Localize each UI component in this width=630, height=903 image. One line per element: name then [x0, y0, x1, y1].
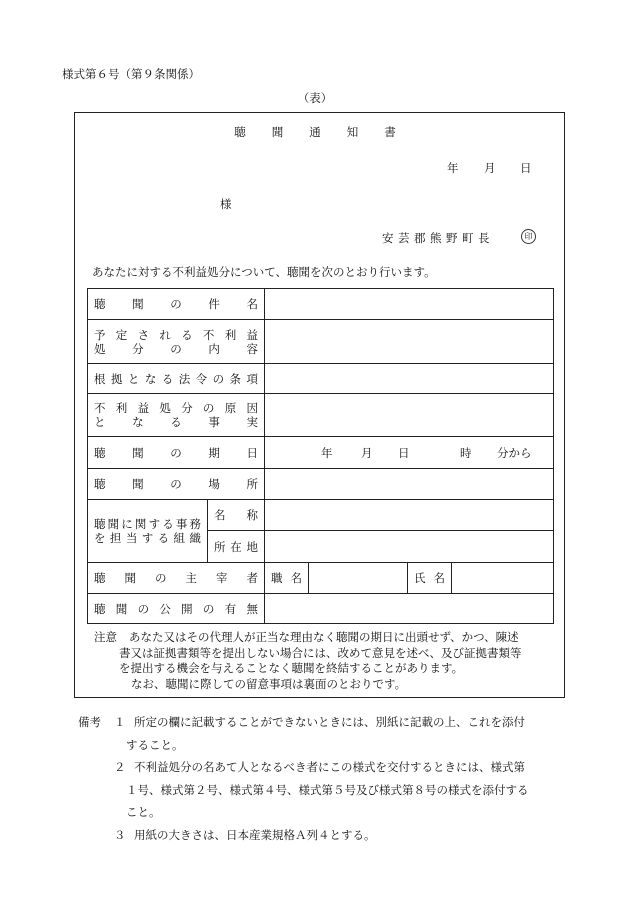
remark-number-3: ３	[114, 827, 126, 842]
notice-label: 注意	[94, 630, 117, 644]
label-org-line1: 聴 聞 に 関 す る 事 務	[94, 517, 201, 531]
row-planned-action	[88, 320, 554, 364]
remark-number-1: １	[114, 715, 126, 729]
intro-text: あなたに対する不利益処分について、聴聞を次のとおり行います。	[92, 265, 436, 279]
remark-3-line-1: 用紙の大きさは、日本産業規格Ａ列４とする。	[134, 827, 376, 842]
hearing-date-minute: 分から	[497, 445, 532, 460]
row-hearing-date	[88, 437, 554, 469]
issuer-name: 安芸郡熊野町長	[382, 231, 494, 245]
value-org-name	[265, 500, 554, 531]
remark-1-line-1: 所定の欄に記載することができないときには、別紙に記載の上、これを添付	[134, 715, 525, 729]
remark-2-line-3: こと。	[126, 805, 161, 819]
side-label: （表）	[297, 91, 333, 105]
label-hearing-place: 聴 聞 の 場 所	[94, 477, 258, 491]
label-planned-action-line1: 予 定 さ れ る 不 利 益	[94, 327, 258, 342]
notice-line-1: あなた又はその代理人が正当な理由なく聴聞の期日に出頭せず、かつ、陳述	[129, 630, 519, 644]
label-org-name: 名 称	[214, 508, 258, 522]
notice-line-2: 書又は証拠書類等を提出しない場合には、改めて意見を述べ、及び証拠書類等	[119, 645, 522, 660]
remarks-block	[78, 711, 578, 846]
date-month: 月	[484, 161, 496, 175]
value-public	[265, 594, 554, 624]
value-hearing-date	[265, 437, 554, 469]
label-post: 職 名	[271, 571, 302, 585]
value-hearing-place	[265, 469, 554, 500]
notice-line-4: なお、聴聞に際しての留意事項は裏面のとおりです。	[131, 676, 407, 691]
remark-1-line-2: すること。	[126, 737, 184, 752]
date-year: 年	[447, 161, 459, 175]
row-public	[88, 594, 554, 624]
value-person-name	[452, 563, 554, 594]
label-presider: 聴 聞 の 主 宰 者	[94, 571, 258, 585]
row-cause-facts	[88, 394, 554, 437]
form-reference: 様式第６号（第９条関係）	[62, 67, 200, 81]
value-planned-action	[265, 320, 554, 364]
label-org-location: 所 在 地	[214, 539, 258, 554]
label-cause-line1: 不 利 益 処 分 の 原 因	[94, 401, 258, 415]
hearing-date-month: 月	[361, 445, 373, 460]
label-cause-line2: と な る 事 実	[94, 415, 258, 429]
document-title: 聴聞通知書	[234, 125, 422, 139]
row-presider	[88, 563, 554, 594]
value-legal-basis	[265, 364, 554, 394]
issue-date	[0, 160, 630, 176]
label-planned-action-line2: 処 分 の 内 容	[94, 341, 258, 356]
label-legal-basis: 根 拠 と な る 法 令 の 条 項	[94, 371, 258, 386]
hearing-date-day: 日	[398, 445, 410, 460]
addressee-honorific: 様	[220, 197, 232, 211]
label-case-name: 聴 聞 の 件 名	[94, 297, 258, 311]
label-org-line2: を 担 当 す る 組 織	[94, 531, 201, 545]
date-day: 日	[520, 161, 532, 175]
seal-mark: 印	[521, 229, 536, 244]
hearing-details-table	[87, 288, 554, 624]
notice-block	[94, 630, 564, 692]
hearing-date-year: 年	[321, 445, 333, 460]
remark-2-line-2: １号、様式第２号、様式第４号、様式第５号及び様式第８号の様式を添付する	[126, 782, 529, 797]
remark-number-2: ２	[114, 760, 126, 774]
remark-2-line-1: 不利益処分の名あて人となるべき者にこの様式を交付するときには、様式第	[134, 760, 525, 774]
row-hearing-place	[88, 469, 554, 500]
value-org-location	[265, 531, 554, 563]
row-org-name	[88, 500, 554, 531]
notice-line-3: を提出する機会を与えることなく聴聞を終結することがあります。	[119, 661, 464, 675]
row-case-name	[88, 289, 554, 320]
value-post	[309, 563, 408, 594]
remarks-label: 備考	[78, 715, 101, 729]
label-public: 聴 聞 の 公 開 の 有 無	[94, 601, 258, 616]
value-cause-facts	[265, 394, 554, 437]
row-legal-basis	[88, 364, 554, 394]
label-hearing-date: 聴 聞 の 期 日	[94, 445, 258, 460]
label-person-name: 氏 名	[414, 571, 445, 585]
value-case-name	[265, 289, 554, 320]
hearing-date-hour: 時	[460, 445, 472, 460]
